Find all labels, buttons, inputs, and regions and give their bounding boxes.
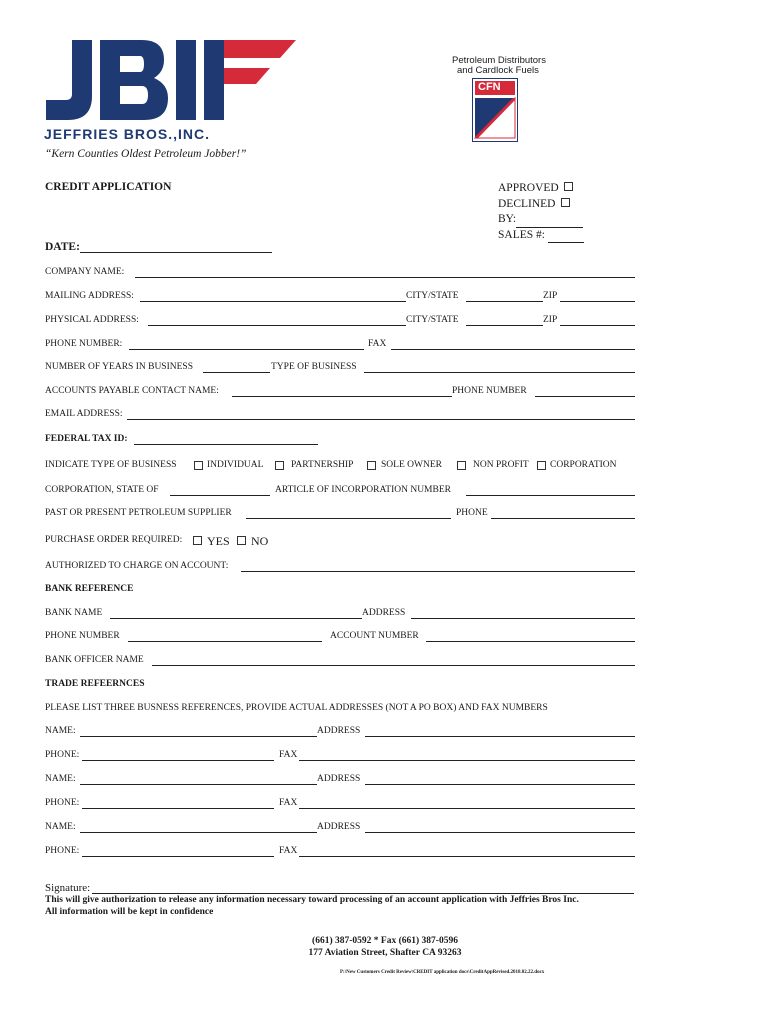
trade-address-label: ADDRESS bbox=[317, 726, 361, 736]
trade-ref-1-phone-field[interactable] bbox=[82, 760, 274, 761]
po-required-label: PURCHASE ORDER REQUIRED: bbox=[45, 535, 183, 545]
email-field[interactable] bbox=[127, 419, 635, 420]
tax-id-field[interactable] bbox=[134, 444, 318, 445]
authorized-field[interactable] bbox=[241, 571, 635, 572]
footer-address: 177 Aviation Street, Shafter CA 93263 bbox=[308, 948, 462, 958]
phone-number-field[interactable] bbox=[129, 349, 364, 350]
bank-name-label: BANK NAME bbox=[45, 608, 103, 618]
trade-ref-3-fax-field[interactable] bbox=[299, 856, 635, 857]
trade-ref-1-phone-row bbox=[45, 750, 635, 762]
cfn-label: CFN bbox=[478, 81, 501, 93]
footer-contact: (661) 387-0592 * Fax (661) 387-0596 bbox=[312, 936, 458, 946]
trade-ref-2-address-field[interactable] bbox=[365, 784, 635, 785]
row-authorized bbox=[45, 561, 635, 573]
type-business-field[interactable] bbox=[364, 372, 635, 373]
trade-ref-2-name-field[interactable] bbox=[80, 784, 317, 785]
account-number-field[interactable] bbox=[426, 641, 635, 642]
ap-contact-field[interactable] bbox=[232, 396, 452, 397]
trade-phone-label: PHONE: bbox=[45, 750, 80, 760]
bank-name-field[interactable] bbox=[110, 618, 362, 619]
tax-id-label: FEDERAL TAX ID: bbox=[45, 434, 128, 444]
row-email bbox=[45, 409, 635, 421]
fax-field[interactable] bbox=[391, 349, 635, 350]
bank-officer-field[interactable] bbox=[152, 665, 635, 666]
confidence-text: All information will be kept in confidence bbox=[45, 907, 214, 917]
trade-ref-2-phone-field[interactable] bbox=[82, 808, 274, 809]
physical-city-label: CITY/STATE bbox=[406, 315, 459, 325]
mailing-address-label: MAILING ADDRESS: bbox=[45, 291, 134, 301]
sole-owner-label: SOLE OWNER bbox=[381, 460, 442, 470]
individual-checkbox[interactable] bbox=[194, 461, 203, 470]
trade-ref-1-name-row bbox=[45, 726, 635, 738]
article-label: ARTICLE OF INCORPORATION NUMBER bbox=[275, 485, 451, 495]
non-profit-checkbox[interactable] bbox=[457, 461, 466, 470]
supplier-field[interactable] bbox=[246, 518, 451, 519]
company-name-field[interactable] bbox=[135, 277, 635, 278]
email-label: EMAIL ADDRESS: bbox=[45, 409, 123, 419]
row-bank-phone bbox=[45, 631, 635, 643]
distributor-line1: Petroleum Distributors bbox=[452, 55, 546, 66]
trade-instruction: PLEASE LIST THREE BUSNESS REFERENCES, PROVIDE ACTUAL ADDRESSES (NOT A PO BOX) AND FAX NUMBERS bbox=[45, 703, 548, 713]
years-field[interactable] bbox=[203, 372, 270, 373]
trade-fax-label: FAX bbox=[279, 846, 298, 856]
corporation-checkbox[interactable] bbox=[537, 461, 546, 470]
declined-checkbox[interactable] bbox=[561, 198, 570, 207]
non-profit-label: NON PROFIT bbox=[473, 460, 529, 470]
row-physical-address bbox=[45, 315, 635, 327]
row-ap-contact bbox=[45, 386, 635, 398]
corporation-label: CORPORATION bbox=[550, 460, 617, 470]
signature-field[interactable] bbox=[92, 893, 634, 894]
company-name: JEFFRIES BROS.,INC. bbox=[44, 126, 211, 142]
individual-label: INDIVIDUAL bbox=[207, 460, 264, 470]
approved-checkbox[interactable] bbox=[564, 182, 573, 191]
bank-phone-field[interactable] bbox=[128, 641, 322, 642]
mailing-zip-label: ZIP bbox=[543, 291, 558, 301]
trade-ref-1-address-field[interactable] bbox=[365, 736, 635, 737]
bank-address-label: ADDRESS bbox=[362, 608, 406, 618]
bank-heading: BANK REFERENCE bbox=[45, 584, 134, 594]
trade-fax-label: FAX bbox=[279, 798, 298, 808]
trade-ref-2-fax-field[interactable] bbox=[299, 808, 635, 809]
slogan: “Kern Counties Oldest Petroleum Jobber!” bbox=[45, 148, 247, 160]
row-mailing-address bbox=[45, 291, 635, 303]
date-label: DATE: bbox=[45, 241, 80, 253]
row-supplier bbox=[45, 508, 635, 520]
ap-contact-label: ACCOUNTS PAYABLE CONTACT NAME: bbox=[45, 386, 219, 396]
trade-fax-label: FAX bbox=[279, 750, 298, 760]
ap-phone-field[interactable] bbox=[535, 396, 635, 397]
supplier-phone-field[interactable] bbox=[491, 518, 635, 519]
company-logo bbox=[44, 38, 299, 148]
sales-field[interactable] bbox=[548, 231, 584, 243]
office-use-block bbox=[498, 181, 584, 243]
years-label: NUMBER OF YEARS IN BUSINESS bbox=[45, 362, 193, 372]
mailing-address-field[interactable] bbox=[140, 301, 406, 302]
footer-filepath: P:\New Customers Credit Review\CREDIT application docs\CreditAppRevised.2018.02.22.docx bbox=[340, 970, 545, 975]
article-field[interactable] bbox=[466, 495, 635, 496]
sole-owner-checkbox[interactable] bbox=[367, 461, 376, 470]
row-corp-state bbox=[45, 485, 635, 497]
partnership-label: PARTNERSHIP bbox=[291, 460, 354, 470]
trade-ref-2-phone-row bbox=[45, 798, 635, 810]
company-name-label: COMPANY NAME: bbox=[45, 267, 125, 277]
supplier-label: PAST OR PRESENT PETROLEUM SUPPLIER bbox=[45, 508, 232, 518]
row-bank-officer bbox=[45, 655, 635, 667]
bank-officer-label: BANK OFFICER NAME bbox=[45, 655, 144, 665]
trade-address-label: ADDRESS bbox=[317, 774, 361, 784]
trade-address-label: ADDRESS bbox=[317, 822, 361, 832]
row-years-business bbox=[45, 362, 635, 374]
trade-ref-3-address-field[interactable] bbox=[365, 832, 635, 833]
mailing-zip-field[interactable] bbox=[560, 301, 635, 302]
trade-name-label: NAME: bbox=[45, 774, 76, 784]
by-field[interactable] bbox=[516, 216, 583, 228]
po-yes-label: YES bbox=[207, 534, 230, 548]
sales-label: SALES #: bbox=[498, 228, 545, 241]
cfn-logo bbox=[472, 78, 518, 142]
trade-heading: TRADE REFEERNCES bbox=[45, 679, 145, 689]
trade-ref-3-name-row bbox=[45, 822, 635, 834]
row-company-name bbox=[45, 267, 635, 279]
mailing-city-label: CITY/STATE bbox=[406, 291, 459, 301]
ap-phone-label: PHONE NUMBER bbox=[452, 386, 527, 396]
fax-label: FAX bbox=[368, 339, 387, 349]
row-tax-id bbox=[45, 434, 635, 446]
physical-city-field[interactable] bbox=[466, 325, 543, 326]
type-business-label: TYPE OF BUSINESS bbox=[271, 362, 357, 372]
authorization-text: This will give authorization to release any information necessary toward processing of an account application with Jeffries Bros Inc. bbox=[45, 895, 579, 905]
corp-state-field[interactable] bbox=[170, 495, 270, 496]
mailing-city-field[interactable] bbox=[466, 301, 543, 302]
trade-phone-label: PHONE: bbox=[45, 798, 80, 808]
trade-ref-2-name-row bbox=[45, 774, 635, 786]
po-yes-checkbox[interactable] bbox=[193, 536, 202, 545]
physical-address-field[interactable] bbox=[148, 325, 406, 326]
row-bank-name bbox=[45, 608, 635, 620]
by-label: BY: bbox=[498, 213, 517, 225]
po-no-checkbox[interactable] bbox=[237, 536, 246, 545]
po-no-label: NO bbox=[251, 534, 269, 548]
signature-label: Signature: bbox=[45, 882, 91, 894]
trade-name-label: NAME: bbox=[45, 726, 76, 736]
row-po-required bbox=[45, 534, 635, 548]
trade-name-label: NAME: bbox=[45, 822, 76, 832]
trade-ref-3-phone-field[interactable] bbox=[82, 856, 274, 857]
bank-address-field[interactable] bbox=[411, 618, 635, 619]
row-business-type bbox=[45, 460, 635, 472]
corp-state-label: CORPORATION, STATE OF bbox=[45, 485, 159, 495]
date-field[interactable] bbox=[80, 252, 272, 253]
trade-ref-3-phone-row bbox=[45, 846, 635, 858]
physical-address-label: PHYSICAL ADDRESS: bbox=[45, 315, 139, 325]
declined-label: DECLINED bbox=[498, 197, 556, 210]
partnership-checkbox[interactable] bbox=[275, 461, 284, 470]
approved-label: APPROVED bbox=[498, 182, 559, 194]
authorized-label: AUTHORIZED TO CHARGE ON ACCOUNT: bbox=[45, 561, 229, 571]
trade-ref-3-name-field[interactable] bbox=[80, 832, 317, 833]
physical-zip-label: ZIP bbox=[543, 315, 558, 325]
trade-phone-label: PHONE: bbox=[45, 846, 80, 856]
row-phone-fax bbox=[45, 339, 635, 351]
supplier-phone-label: PHONE bbox=[456, 508, 488, 518]
phone-number-label: PHONE NUMBER: bbox=[45, 339, 123, 349]
trade-ref-1-name-field[interactable] bbox=[80, 736, 317, 737]
account-number-label: ACCOUNT NUMBER bbox=[330, 631, 419, 641]
distributor-line2: and Cardlock Fuels bbox=[457, 65, 539, 76]
page-title: CREDIT APPLICATION bbox=[45, 181, 172, 193]
physical-zip-field[interactable] bbox=[560, 325, 635, 326]
trade-ref-1-fax-field[interactable] bbox=[299, 760, 635, 761]
bank-phone-label: PHONE NUMBER bbox=[45, 631, 120, 641]
indicate-type-label: INDICATE TYPE OF BUSINESS bbox=[45, 460, 177, 470]
